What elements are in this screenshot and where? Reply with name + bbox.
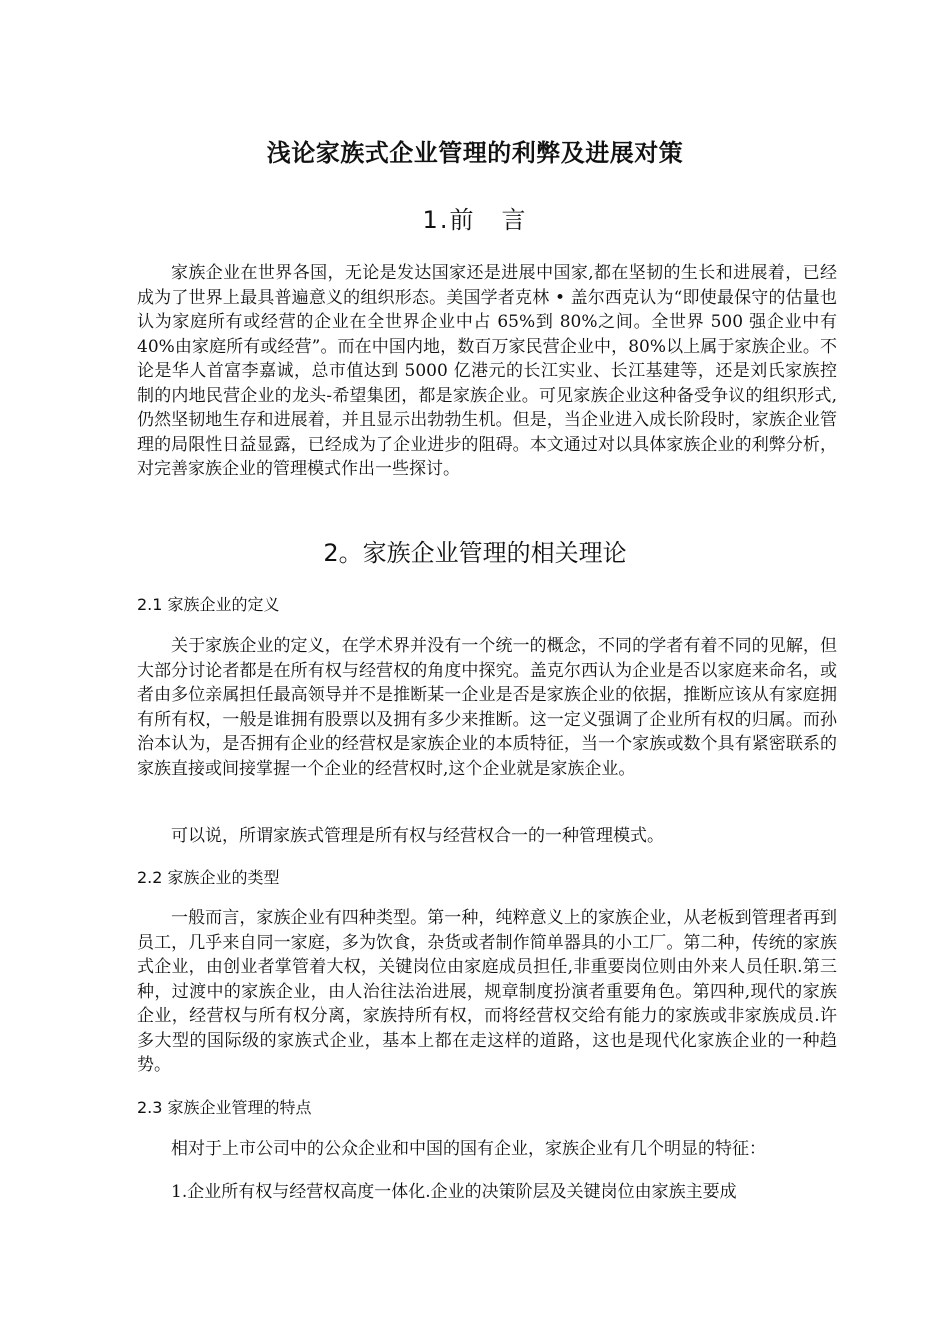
subsection-heading-features: 2.3 家族企业管理的特点 xyxy=(137,1098,312,1117)
subsection-heading-definition: 2.1 家族企业的定义 xyxy=(137,595,280,614)
features-item-1: 1.企业所有权与经营权高度一体化.企业的决策阶层及关键岗位由家族主要成 xyxy=(171,1182,737,1202)
features-intro-paragraph: 相对于上市公司中的公众企业和中国的国有企业，家族企业有几个明显的特征： xyxy=(171,1139,766,1159)
preface-paragraph: 家族企业在世界各国，无论是发达国家还是进展中国家,都在坚韧的生长和进展着，已经成为了世界上最具普遍意义的组织形态。美国学者克林 • 盖尔西克认为“即使最保守的估量也认为家庭所有或经营的企业在全世界企业中占 65%到 80%之间。全世界 500 强企业中有 40%由家庭所有或经营”。而在中国内地，数百万家民营企业中，80%以上属于家族企业。不论是华人首富李嘉诚，总市值达到 5000 亿港元的长江实业、长江基建等，还是刘氏家族控制的内地民营企业的龙头-希望集团，都是家族企业。可见家族企业这种备受争议的组织形式,仍然坚韧地生存和进展着，并且显示出勃勃生机。但是，当企业进入成长阶段时，家族企业管理的局限性日益显露，已经成为了企业进步的阻碍。本文通过对以具体家族企业的利弊分析，对完善家族企业的管理模式作出一些探讨。 xyxy=(137,263,837,479)
definition-summary-paragraph: 可以说，所谓家族式管理是所有权与经营权合一的一种管理模式。 xyxy=(171,826,664,846)
section-heading-preface xyxy=(0,203,950,237)
document-title: 浅论家族式企业管理的利弊及进展对策 xyxy=(266,139,684,167)
preface-heading-word: 言 xyxy=(501,206,528,234)
subsection-heading-types: 2.2 家族企业的类型 xyxy=(137,868,280,887)
preface-heading-number: 1.前 xyxy=(422,206,476,234)
section-heading-theory: 2。家族企业管理的相关理论 xyxy=(323,539,627,567)
definition-paragraph: 关于家族企业的定义，在学术界并没有一个统一的概念，不同的学者有着不同的见解，但大部分讨论者都是在所有权与经营权的角度中探究。盖克尔西认为企业是否以家庭来命名，或者由多位亲属担任最高领导并不是推断某一企业是否是家族企业的依据，推断应该从有家庭拥有所有权，一般是谁拥有股票以及拥有多少来推断。这一定义强调了企业所有权的归属。而孙治本认为，是否拥有企业的经营权是家族企业的本质特征，当一个家族或数个具有紧密联系的家族直接或间接掌握一个企业的经营权时,这个企业就是家族企业。 xyxy=(137,636,837,779)
types-paragraph: 一般而言，家族企业有四种类型。第一种，纯粹意义上的家族企业，从老板到管理者再到员工，几乎来自同一家庭，多为饮食，杂货或者制作简单器具的小工厂。第二种，传统的家族式企业，由创业者掌管着大权，关键岗位由家庭成员担任,非重要岗位则由外来人员任职.第三种，过渡中的家族企业，由人治往法治进展，规章制度扮演者重要角色。第四种,现代的家族企业，经营权与所有权分离，家族持所有权，而将经营权交给有能力的家族或非家族成员.许多大型的国际级的家族式企业，基本上都在走这样的道路，这也是现代化家族企业的一种趋势。 xyxy=(137,908,837,1075)
